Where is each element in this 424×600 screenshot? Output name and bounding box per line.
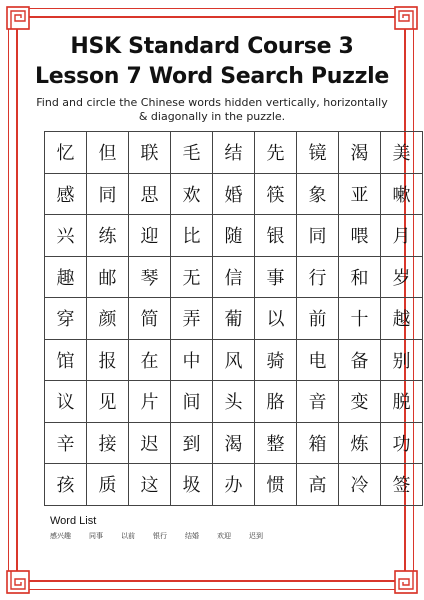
grid-cell[interactable]: 渴 bbox=[339, 132, 381, 174]
grid-cell[interactable]: 月 bbox=[381, 215, 423, 257]
grid-cell[interactable]: 整 bbox=[255, 423, 297, 465]
grid-cell[interactable]: 毛 bbox=[171, 132, 213, 174]
grid-cell[interactable]: 兴 bbox=[45, 215, 87, 257]
grid-cell[interactable]: 音 bbox=[297, 381, 339, 423]
word-list-item: 以前 bbox=[121, 532, 135, 540]
grid-cell[interactable]: 惯 bbox=[255, 464, 297, 506]
grid-cell[interactable]: 别 bbox=[381, 340, 423, 382]
grid-cell[interactable]: 冷 bbox=[339, 464, 381, 506]
grid-cell[interactable]: 箱 bbox=[297, 423, 339, 465]
grid-cell[interactable]: 报 bbox=[87, 340, 129, 382]
grid-cell[interactable]: 岁 bbox=[381, 257, 423, 299]
word-list-item: 银行 bbox=[153, 532, 167, 540]
word-list-heading: Word List bbox=[50, 515, 97, 527]
word-search-grid bbox=[44, 131, 423, 506]
grid-cell[interactable]: 变 bbox=[339, 381, 381, 423]
grid-cell[interactable]: 馆 bbox=[45, 340, 87, 382]
word-list-item: 结婚 bbox=[185, 532, 199, 540]
grid-cell[interactable]: 忆 bbox=[45, 132, 87, 174]
grid-cell[interactable]: 筷 bbox=[255, 174, 297, 216]
grid-cell[interactable]: 练 bbox=[87, 215, 129, 257]
grid-cell[interactable]: 邮 bbox=[87, 257, 129, 299]
grid-cell[interactable]: 婚 bbox=[213, 174, 255, 216]
grid-cell[interactable]: 行 bbox=[297, 257, 339, 299]
grid-cell[interactable]: 简 bbox=[129, 298, 171, 340]
grid-cell[interactable]: 喂 bbox=[339, 215, 381, 257]
grid-cell[interactable]: 亚 bbox=[339, 174, 381, 216]
grid-cell[interactable]: 同 bbox=[297, 215, 339, 257]
grid-cell[interactable]: 片 bbox=[129, 381, 171, 423]
grid-cell[interactable]: 银 bbox=[255, 215, 297, 257]
grid-cell[interactable]: 感 bbox=[45, 174, 87, 216]
title-line-2: Lesson 7 Word Search Puzzle bbox=[35, 64, 389, 89]
grid-cell[interactable]: 镜 bbox=[297, 132, 339, 174]
grid-cell[interactable]: 欢 bbox=[171, 174, 213, 216]
grid-cell[interactable]: 嗽 bbox=[381, 174, 423, 216]
grid-cell[interactable]: 功 bbox=[381, 423, 423, 465]
grid-cell[interactable]: 炼 bbox=[339, 423, 381, 465]
grid-cell[interactable]: 质 bbox=[87, 464, 129, 506]
grid-cell[interactable]: 渴 bbox=[213, 423, 255, 465]
grid-cell[interactable]: 到 bbox=[171, 423, 213, 465]
grid-cell[interactable]: 迟 bbox=[129, 423, 171, 465]
instructions: Find and circle the Chinese words hidden vertically, horizontally & diagonally in the puzzle. bbox=[36, 96, 388, 123]
grid-cell[interactable]: 但 bbox=[87, 132, 129, 174]
grid-cell[interactable]: 和 bbox=[339, 257, 381, 299]
grid-cell[interactable]: 胳 bbox=[255, 381, 297, 423]
grid-cell[interactable]: 事 bbox=[255, 257, 297, 299]
word-list-item: 感兴趣 bbox=[50, 532, 71, 540]
word-list bbox=[50, 531, 263, 541]
grid-cell[interactable]: 十 bbox=[339, 298, 381, 340]
grid-cell[interactable]: 联 bbox=[129, 132, 171, 174]
grid-cell[interactable]: 结 bbox=[213, 132, 255, 174]
grid-cell[interactable]: 同 bbox=[87, 174, 129, 216]
corner-ornament-icon bbox=[6, 570, 30, 594]
grid-cell[interactable]: 骑 bbox=[255, 340, 297, 382]
grid-cell[interactable]: 无 bbox=[171, 257, 213, 299]
grid-cell[interactable]: 脱 bbox=[381, 381, 423, 423]
grid-cell[interactable]: 电 bbox=[297, 340, 339, 382]
grid-cell[interactable]: 比 bbox=[171, 215, 213, 257]
grid-cell[interactable]: 思 bbox=[129, 174, 171, 216]
word-list-item: 欢迎 bbox=[217, 532, 231, 540]
grid-cell[interactable]: 迎 bbox=[129, 215, 171, 257]
grid-cell[interactable]: 前 bbox=[297, 298, 339, 340]
grid-cell[interactable]: 美 bbox=[381, 132, 423, 174]
grid-cell[interactable]: 象 bbox=[297, 174, 339, 216]
grid-cell[interactable]: 这 bbox=[129, 464, 171, 506]
word-list-item: 迟到 bbox=[249, 532, 263, 540]
grid-cell[interactable]: 葡 bbox=[213, 298, 255, 340]
grid-cell[interactable]: 签 bbox=[381, 464, 423, 506]
grid-cell[interactable]: 孩 bbox=[45, 464, 87, 506]
grid-cell[interactable]: 趣 bbox=[45, 257, 87, 299]
grid-cell[interactable]: 接 bbox=[87, 423, 129, 465]
grid-cell[interactable]: 琴 bbox=[129, 257, 171, 299]
corner-ornament-icon bbox=[394, 6, 418, 30]
grid-cell[interactable]: 圾 bbox=[171, 464, 213, 506]
grid-cell[interactable]: 高 bbox=[297, 464, 339, 506]
grid-cell[interactable]: 颜 bbox=[87, 298, 129, 340]
grid-cell[interactable]: 以 bbox=[255, 298, 297, 340]
grid-cell[interactable]: 弄 bbox=[171, 298, 213, 340]
word-list-item: 同事 bbox=[89, 532, 103, 540]
grid-cell[interactable]: 先 bbox=[255, 132, 297, 174]
grid-cell[interactable]: 辛 bbox=[45, 423, 87, 465]
corner-ornament-icon bbox=[394, 570, 418, 594]
grid-cell[interactable]: 风 bbox=[213, 340, 255, 382]
grid-cell[interactable]: 信 bbox=[213, 257, 255, 299]
grid-cell[interactable]: 办 bbox=[213, 464, 255, 506]
title-line-1: HSK Standard Course 3 bbox=[70, 34, 354, 59]
corner-ornament-icon bbox=[6, 6, 30, 30]
grid-cell[interactable]: 随 bbox=[213, 215, 255, 257]
grid-cell[interactable]: 穿 bbox=[45, 298, 87, 340]
page-title bbox=[20, 32, 404, 92]
grid-cell[interactable]: 见 bbox=[87, 381, 129, 423]
grid-cell[interactable]: 议 bbox=[45, 381, 87, 423]
grid-cell[interactable]: 间 bbox=[171, 381, 213, 423]
grid-cell[interactable]: 头 bbox=[213, 381, 255, 423]
grid-cell[interactable]: 越 bbox=[381, 298, 423, 340]
grid-cell[interactable]: 在 bbox=[129, 340, 171, 382]
grid-cell[interactable]: 中 bbox=[171, 340, 213, 382]
grid-cell[interactable]: 备 bbox=[339, 340, 381, 382]
